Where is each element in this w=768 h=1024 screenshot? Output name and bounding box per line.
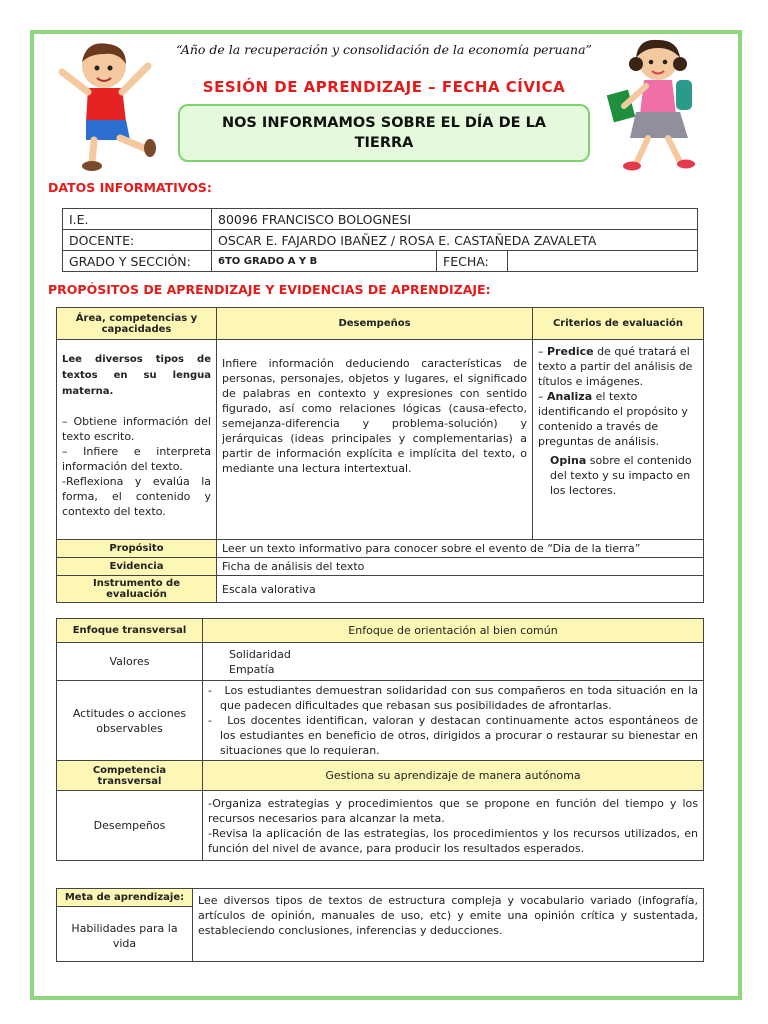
desempeno-cell	[217, 340, 533, 540]
main-title-box	[178, 104, 590, 162]
desempeno-transversal-1: -Organiza estrategias y procedimientos que se propone en función del tiempo y los recursos necesarios para alcanzar la meta.	[208, 796, 698, 825]
evidencia-label: Evidencia	[57, 558, 217, 576]
fecha-label: FECHA:	[437, 251, 508, 272]
propositos-heading: PROPÓSITOS DE APRENDIZAJE Y EVIDENCIAS DE APRENDIZAJE:	[48, 282, 491, 297]
fecha-value[interactable]	[508, 251, 698, 272]
competencia-transversal-label: Competencia transversal	[57, 761, 203, 791]
habilidades-label: Habilidades para la vida	[71, 922, 178, 950]
criterio-2-verb: Analiza	[547, 390, 593, 403]
actitud-1-text: Los estudiantes demuestran solidaridad con sus compañeros en toda situación en la que padecen dificultades que rebasan sus posibilidades de afrontarlas.	[220, 684, 698, 712]
actitudes-label: Actitudes o acciones observables	[57, 681, 203, 761]
criterio-3-text: sobre el contenido del texto y su impacto en los lectores.	[550, 454, 692, 497]
desempenos-cell	[203, 791, 704, 861]
header-criterios: Criterios de evaluación	[533, 308, 704, 340]
proposito-table	[56, 307, 704, 603]
actitudes-cell	[203, 681, 704, 761]
enfoque-label: Enfoque transversal	[57, 619, 203, 643]
criterio-1-verb: Predice	[547, 345, 594, 358]
desempeno-text: Infiere información deduciendo características de personas, personajes, objetos y lugares, el significado de palabras en contexto y expresiones con sentido figurado, así como relaciones lógicas (causa-efecto, semejanza-diferencia y problema-solución) y jerárquicas (ideas principales y complementarias) a partir de información explícita e implícita del texto, o mediante una lectura intertextual.	[222, 357, 527, 475]
actitud-2-text: Los docentes identifican, valoran y destacan continuamente actos espontáneos de los estudiantes en beneficio de otros, dirigidos a procurar o restaurar su bienestar en situaciones que lo requieran.	[220, 714, 699, 757]
session-title: SESIÓN DE APRENDIZAJE – FECHA CÍVICA	[202, 78, 566, 96]
actitud-2: - Los docentes identifican, valoran y destacan continuamente actos espontáneos de los estudiantes en beneficio de otros, dirigidos a procurar o restaurar su bienestar en situaciones que lo requieran.	[208, 714, 699, 757]
main-title: NOS INFORMAMOS SOBRE EL DÍA DE LA TIERRA	[221, 115, 547, 151]
valores-cell	[203, 643, 704, 681]
criterio-1-text: de qué tratará el texto a partir del análisis de títulos e imágenes.	[538, 345, 693, 388]
evidencia-value: Ficha de análisis del texto	[217, 558, 704, 576]
criterio-3-verb: Opina	[550, 454, 587, 467]
header-area: Área, competencias y capacidades	[57, 308, 217, 340]
enfoque-table	[56, 618, 704, 861]
header-desempenos: Desempeños	[217, 308, 533, 340]
datos-heading: DATOS INFORMATIVOS:	[48, 180, 212, 195]
motto: “Año de la recuperación y consolidación de la economía peruana”	[176, 42, 592, 57]
instrumento-label: Instrumento de evaluación	[57, 576, 217, 603]
capacidad-2: – Infiere e interpreta información del texto.	[62, 445, 211, 473]
meta-label: Meta de aprendizaje:	[57, 889, 192, 907]
criterio-2-text: el texto identificando el propósito y contenido a través de preguntas de análisis.	[538, 390, 688, 448]
actitud-1: - Los estudiantes demuestran solidaridad con sus compañeros en toda situación en la que padecen dificultades que rebasan sus posibilidades de afrontarlas.	[208, 684, 698, 712]
valor-2: Empatía	[229, 662, 275, 676]
criterio-2: – Analiza el texto identificando el propósito y contenido a través de preguntas de análisis.	[538, 390, 688, 448]
competencia-cell	[57, 340, 217, 540]
grado-label: GRADO Y SECCIÓN:	[63, 251, 212, 272]
valores-label: Valores	[57, 643, 203, 681]
competencia-transversal-value: Gestiona su aprendizaje de manera autónoma	[203, 761, 704, 791]
ie-label: I.E.	[63, 209, 212, 230]
ie-value: 80096 FRANCISCO BOLOGNESI	[212, 209, 698, 230]
grado-value: 6TO GRADO A Y B	[212, 251, 437, 272]
instrumento-value: Escala valorativa	[217, 576, 704, 603]
desempenos-label: Desempeños	[57, 791, 203, 861]
desempeno-transversal-2: -Revisa la aplicación de las estrategias, los procedimientos y los recursos utilizados, en función del nivel de avance, para producir los resultados esperados.	[208, 826, 698, 855]
info-table	[62, 208, 698, 272]
proposito-label: Propósito	[57, 540, 217, 558]
criterio-3	[538, 453, 698, 498]
meta-labels-cell	[57, 889, 193, 962]
docente-label: DOCENTE:	[63, 230, 212, 251]
proposito-value: Leer un texto informativo para conocer sobre el evento de “Dia de la tierra”	[217, 540, 704, 558]
criterios-cell	[533, 340, 704, 540]
docente-value: OSCAR E. FAJARDO IBAÑEZ / ROSA E. CASTAÑEDA ZAVALETA	[212, 230, 698, 251]
meta-value: Lee diversos tipos de textos de estructura compleja y vocabulario variado (infografía, artículos de opinión, manuales de uso, etc) y emite una opinión crítica y sustentada, estableciendo conclusiones, inferencias y deducciones.	[193, 889, 704, 962]
capacidad-3: -Reflexiona y evalúa la forma, el contenido y contexto del texto.	[62, 475, 211, 518]
valor-1: Solidaridad	[229, 647, 291, 661]
capacidad-1: – Obtiene información del texto escrito.	[62, 415, 211, 443]
criterio-1: – Predice de qué tratará el texto a partir del análisis de títulos e imágenes.	[538, 345, 693, 388]
competencia-text: Lee diversos tipos de textos en su lengua materna.	[62, 354, 211, 397]
enfoque-value: Enfoque de orientación al bien común	[203, 619, 704, 643]
meta-table	[56, 888, 704, 962]
